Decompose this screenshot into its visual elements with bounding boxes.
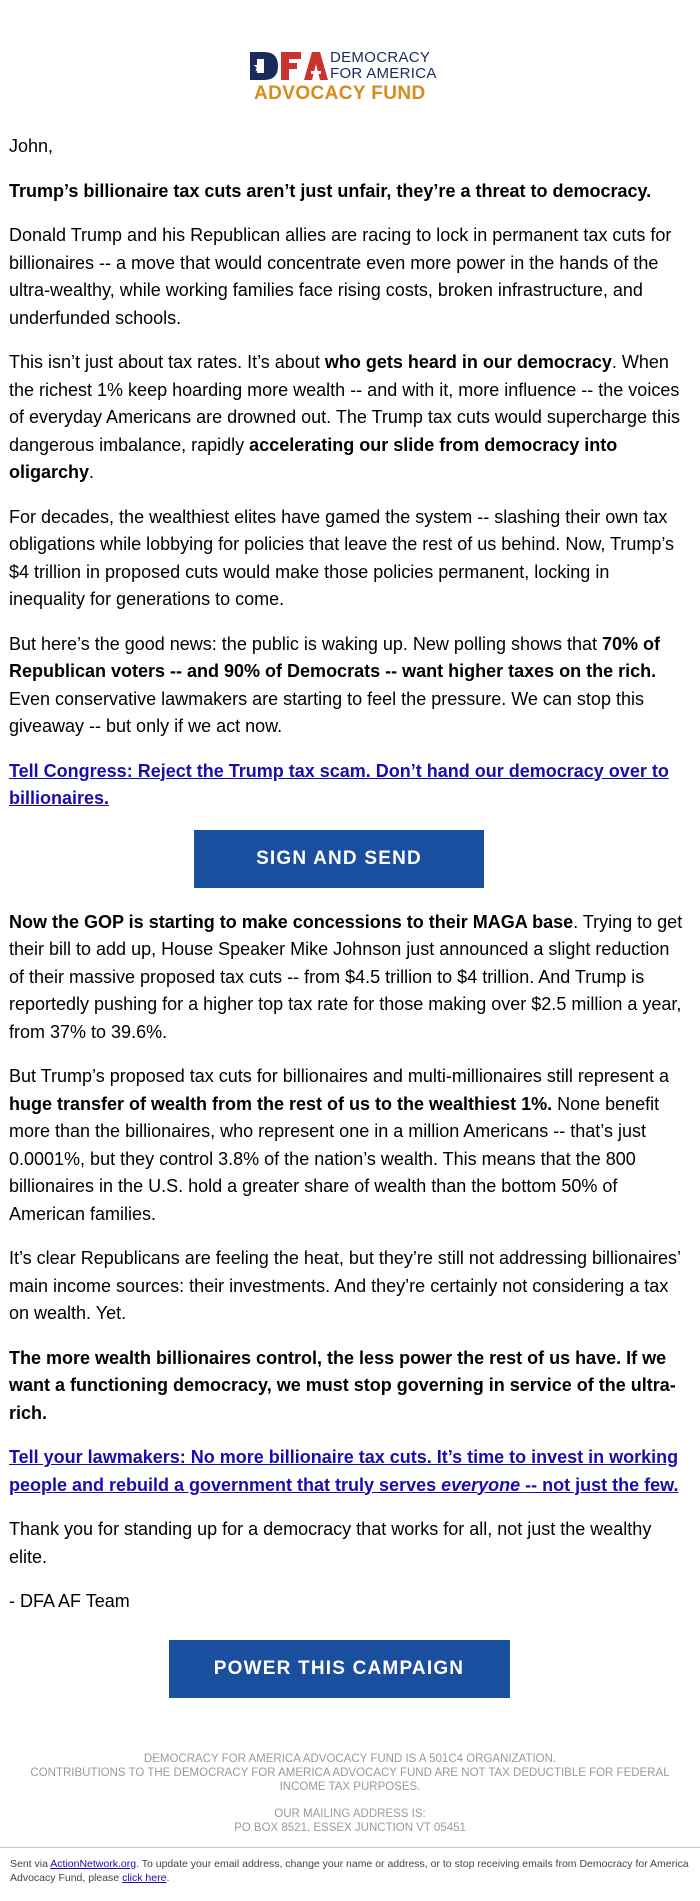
cta-paragraph-1 bbox=[9, 758, 689, 813]
paragraph-8: The more wealth billionaires control, the less power the rest of us have. If we want a functioning democracy, we must stop governing in service of the ultra-rich. bbox=[9, 1347, 676, 1423]
paragraph-9: Thank you for standing up for a democracy that works for all, not just the wealthy elite. bbox=[9, 1519, 652, 1567]
tell-congress-link[interactable]: Tell Congress: Reject the Trump tax scam. Don’t hand our democracy over to billionaires. bbox=[9, 760, 669, 808]
signoff: - DFA AF Team bbox=[9, 1591, 130, 1611]
action-network-link[interactable]: ActionNetwork.org bbox=[50, 1858, 137, 1870]
p6-text-a: But Trump’s proposed tax cuts for billionaires and multi-millionaires still represent a bbox=[9, 1066, 669, 1086]
paragraph-3: For decades, the wealthiest elites have gamed the system -- slashing their own tax obligations while lobbying for policies that leave the rest of us behind. Now, Trump’s $4 trillion in proposed cuts would make those policies permanent, locking in inequality for generations to come. bbox=[9, 506, 675, 609]
p5-bold-a: Now the GOP is starting to make concessions to their MAGA base bbox=[9, 911, 574, 932]
link2-text-c: -- not just the few. bbox=[520, 1474, 679, 1495]
paragraph-2 bbox=[9, 349, 689, 487]
unsubscribe-end: . bbox=[166, 1872, 170, 1884]
p2-text-e: . bbox=[89, 462, 95, 482]
headline: Trump’s billionaire tax cuts aren’t just unfair, they’re a threat to democracy. bbox=[9, 180, 652, 201]
p2-bold-b: who gets heard in our democracy bbox=[324, 352, 612, 372]
link2-italic-b: everyone bbox=[441, 1474, 521, 1495]
paragraph-7: It’s clear Republicans are feeling the heat, but they’re still not addressing billionaires’ main income sources: their investments. And they’re certainly not considering a tax on wealth. Yet. bbox=[9, 1248, 681, 1323]
click-here-link[interactable]: click here bbox=[122, 1872, 167, 1884]
logo-line-advocacy-fund: ADVOCACY FUND bbox=[254, 83, 426, 104]
sign-and-send-button[interactable]: SIGN AND SEND bbox=[194, 830, 484, 888]
cta-paragraph-2 bbox=[9, 1444, 689, 1499]
p2-text-a: This isn’t just about tax rates. It’s about bbox=[9, 352, 325, 372]
footer-address: PO BOX 8521, ESSEX JUNCTION VT 05451 bbox=[234, 1822, 466, 1834]
p5-text-b: . Trying to get their bill to add up, House Speaker Mike Johnson just announced a slight reduction of their massive proposed tax cuts -- from $4.5 trillion to $4 trillion. And Trump is reportedly pushing for a higher top tax rate for those making over $2.5 million a year, from 37% to 39.6%. bbox=[9, 911, 683, 1042]
dfa-logo bbox=[248, 50, 458, 106]
unsubscribe-notice bbox=[10, 1857, 690, 1885]
link2-text-a: Tell your lawmakers: No more billionaire tax cuts. It’s time to invest in working people and rebuild a government that truly serves bbox=[9, 1447, 679, 1495]
button-row-1 bbox=[9, 830, 689, 888]
footer-tax-line: CONTRIBUTIONS TO THE DEMOCRACY FOR AMERICA ADVOCACY FUND ARE NOT TAX DEDUCTIBLE FOR FEDERAL INCOME TAX PURPOSES. bbox=[30, 1767, 670, 1793]
paragraph-5 bbox=[9, 909, 689, 1047]
paragraph-1: Donald Trump and his Republican allies are racing to lock in permanent tax cuts for billionaires -- a move that would concentrate even more power in the hands of the ultra-wealthy, while working families face rising costs, broken infrastructure, and underfunded schools. bbox=[9, 225, 672, 328]
tell-your-lawmakers-link[interactable] bbox=[9, 1447, 679, 1495]
p4-text-c: Even conservative lawmakers are starting to feel the pressure. We can stop this giveaway -- but only if we act now. bbox=[9, 688, 644, 736]
p6-text-c: None benefit more than the billionaires, who represent one in a million Americans -- that’s just 0.0001%, but they control 3.8% of the nation’s wealth. This means that the 800 billionaires in the U.S. hold a greater share of wealth than the bottom 50% of American families. bbox=[9, 1093, 660, 1224]
p2-bold-d: accelerating our slide from democracy into oligarchy bbox=[9, 434, 618, 482]
button-row-2 bbox=[9, 1640, 689, 1698]
email-content bbox=[9, 133, 689, 1719]
p4-text-a: But here’s the good news: the public is waking up. New polling shows that bbox=[9, 633, 603, 654]
unsubscribe-text: . To update your email address, change your name or address, or to stop receiving emails from Democracy for America Advocacy Fund, please bbox=[10, 1858, 689, 1884]
sent-via-text: Sent via bbox=[10, 1858, 51, 1870]
footer-address-label: OUR MAILING ADDRESS IS: bbox=[274, 1808, 426, 1820]
footer-divider bbox=[0, 1847, 700, 1848]
paragraph-6 bbox=[9, 1063, 689, 1228]
paragraph-4 bbox=[9, 631, 689, 741]
dfa-logo-mark bbox=[248, 50, 328, 82]
power-this-campaign-button[interactable]: POWER THIS CAMPAIGN bbox=[169, 1640, 510, 1698]
greeting: John, bbox=[9, 136, 54, 156]
logo-line-democracy: DEMOCRACY bbox=[330, 49, 431, 66]
p4-bold-b: 70% of Republican voters -- and 90% of Democrats -- want higher taxes on the rich. bbox=[9, 633, 661, 681]
footer-org-line: DEMOCRACY FOR AMERICA ADVOCACY FUND IS A 501C4 ORGANIZATION. bbox=[143, 1753, 557, 1765]
p6-bold-b: huge transfer of wealth from the rest of us to the wealthiest 1%. bbox=[9, 1093, 553, 1114]
logo-line-for-america: FOR AMERICA bbox=[330, 65, 437, 82]
p2-text-c: . When the richest 1% keep hoarding more wealth -- and with it, more influence -- the voices of everyday Americans are drowned out. The Trump tax cuts would supercharge this dangerous imbalance, rapidly bbox=[9, 352, 681, 455]
